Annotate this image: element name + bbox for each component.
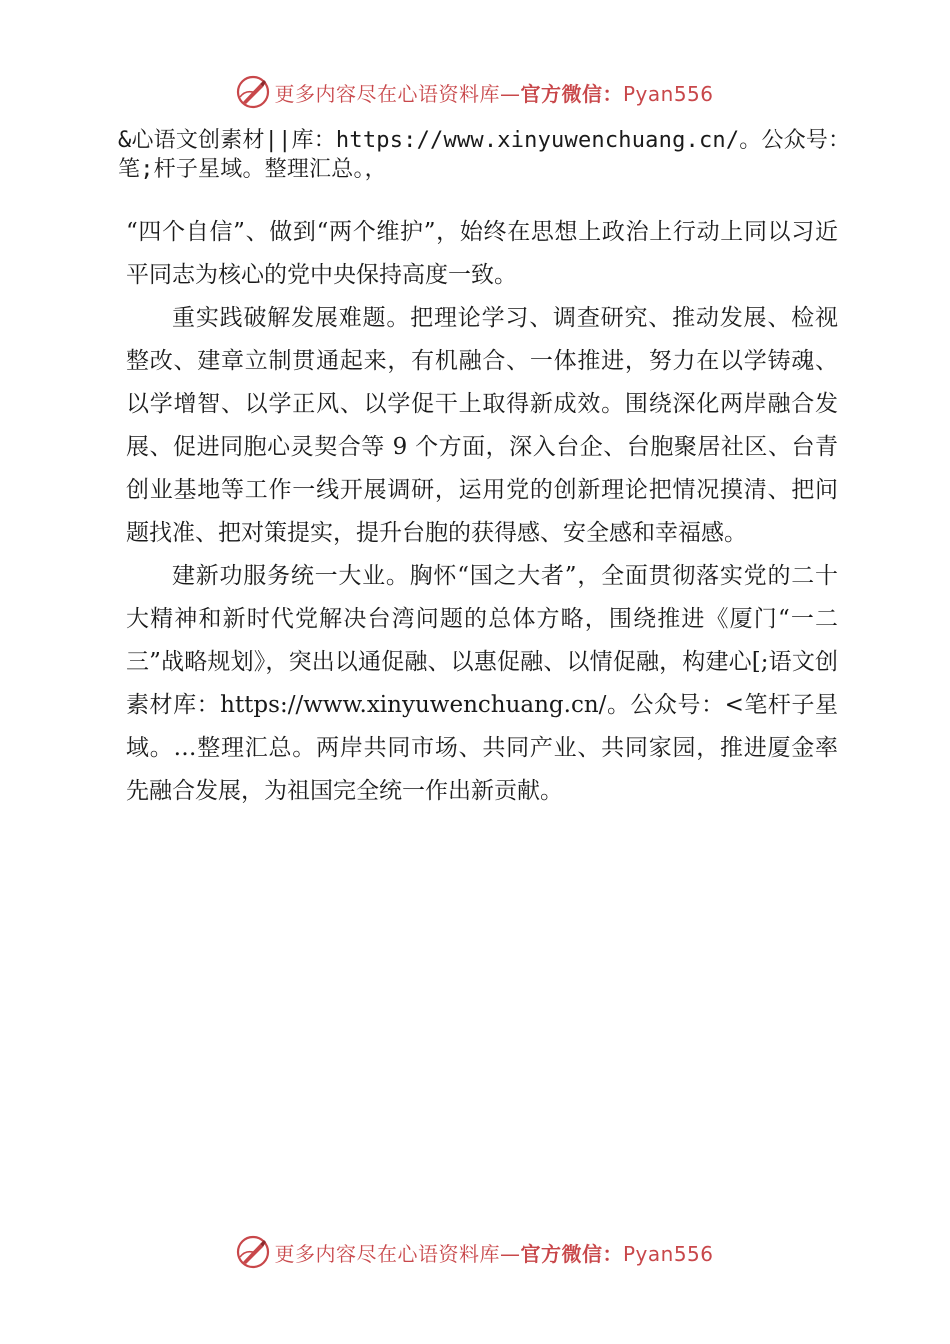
footer-wechat-label: 官方微信： bbox=[520, 1241, 623, 1266]
pen-logo-icon bbox=[236, 75, 270, 109]
watermark-line-1: &心语文创素材||库：https://www.xinyuwenchuang.cn/。公众号： bbox=[118, 128, 851, 153]
document-body bbox=[118, 126, 858, 813]
header-banner-text: 更多内容尽在心语资料库— bbox=[274, 81, 521, 106]
spacer bbox=[118, 184, 858, 211]
paragraph-3: 建新功服务统一大业。胸怀“国之大者”，全面贯彻落实党的二十大精神和新时代党解决台湾问题的总体方略，围绕推进《厦门“一二三”战略规划》，突出以通促融、以惠促融、以情促融，构建心[;语文创素材库：https://www.xinyuwenchuang.cn/。公众号：<笔杆子星域。…整理汇总。两岸共同市场、共同产业、共同家园，推进厦金率先融合发展，为祖国完全统一作出新贡献。 bbox=[126, 563, 838, 804]
header-banner bbox=[0, 70, 950, 114]
header-wechat-label: 官方微信： bbox=[520, 81, 623, 106]
header-wechat-id: Pyan556 bbox=[622, 81, 714, 106]
paragraph-2: 重实践破解发展难题。把理论学习、调查研究、推动发展、检视整改、建章立制贯通起来，有机融合、一体推进，努力在以学铸魂、以学增智、以学正风、以学促干上取得新成效。围绕深化两岸融合发展、促进同胞心灵契合等 9 个方面，深入台企、台胞聚居社区、台青创业基地等工作一线开展调研，运用党的创新理论把情况摸清、把问题找准、把对策提实，提升台胞的获得感、安全感和幸福感。 bbox=[126, 305, 838, 546]
pen-logo-icon bbox=[236, 1235, 270, 1269]
footer-banner-text: 更多内容尽在心语资料库— bbox=[274, 1241, 521, 1266]
watermark-line-2: 笔;杆子星域。整理汇总。， bbox=[118, 157, 387, 182]
footer-wechat-id: Pyan556 bbox=[622, 1241, 714, 1266]
footer-banner bbox=[0, 1230, 950, 1274]
paragraph-1: “四个自信”、做到“两个维护”，始终在思想上政治上行动上同以习近平同志为核心的党中央保持高度一致。 bbox=[126, 219, 838, 288]
